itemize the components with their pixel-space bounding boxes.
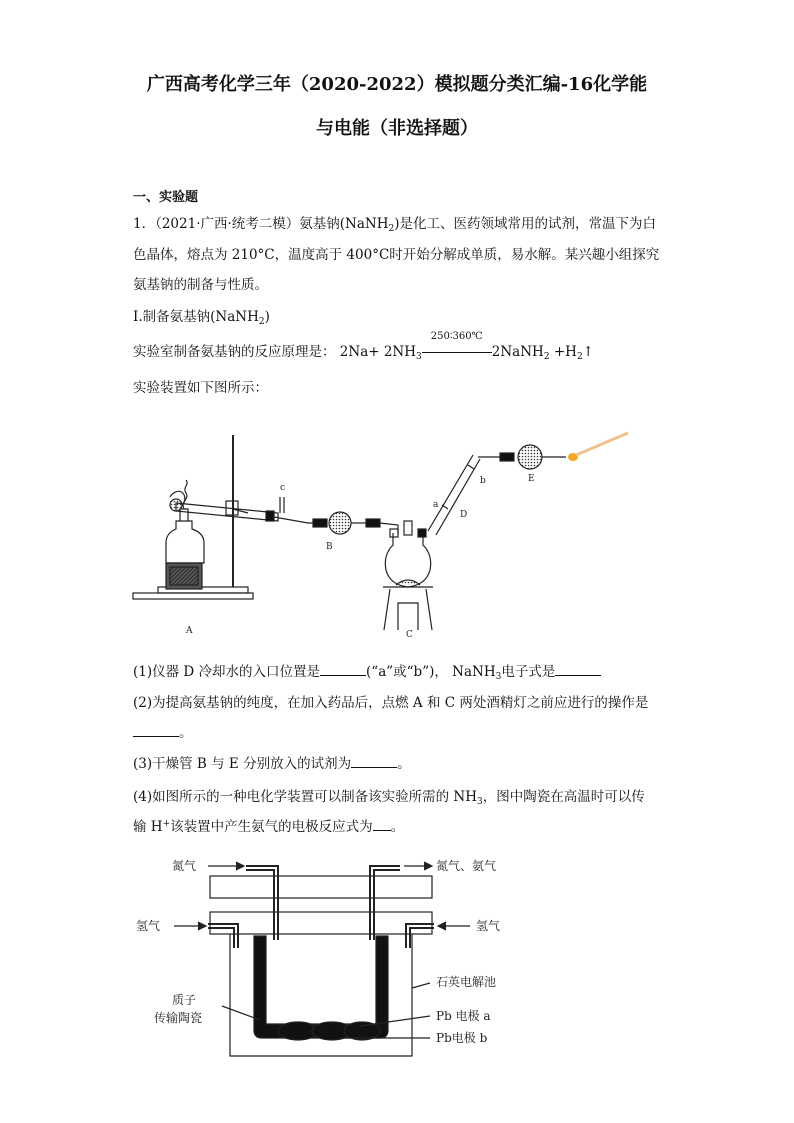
apparatus-diagram	[128, 425, 648, 645]
question-2-end: 。	[133, 721, 193, 741]
answer-blank-3	[133, 724, 179, 737]
label-ceramic-line-1: 质子	[172, 993, 197, 1007]
question-intro-line-3: 氨基钠的制备与性质。	[133, 277, 268, 293]
label-nitrogen-in: 氮气	[172, 859, 197, 873]
label-pb-electrode-b: Pb电极 b	[436, 1031, 488, 1045]
label-quartz-cell: 石英电解池	[436, 975, 497, 989]
label-hydrogen-right: 氢气	[476, 919, 501, 933]
electrolysis-cell-diagram	[130, 848, 530, 1063]
answer-blank-4	[351, 755, 397, 768]
label-a: a	[433, 500, 439, 510]
section-heading: 一、实验题	[133, 190, 199, 205]
label-E: E	[528, 474, 535, 484]
label-C: C	[406, 630, 413, 640]
page-title-line-2: 与电能（非选择题）	[316, 118, 478, 139]
label-b: b	[480, 476, 486, 486]
label-c: c	[280, 483, 286, 493]
label-hydrogen-left: 氢气	[136, 919, 161, 933]
part-heading: I.制备氨基钠(NaNH$_2$)	[133, 309, 270, 327]
answer-blank-1	[320, 663, 366, 676]
question-3-text: (3)干燥管 B 与 E 分别放入的试剂为 。	[133, 756, 411, 772]
question-4-line-1: (4)如图所示的一种电化学装置可以制备该实验所需的 $NH_3$，图中陶瓷在高温时可以传	[133, 789, 645, 807]
answer-blank-2	[555, 663, 601, 676]
question-2-text: (2)为提高氨基钠的纯度，在加入药品后，点燃 A 和 C 两处酒精灯之前应进行的操作是	[133, 695, 649, 711]
apparatus-intro: 实验装置如下图所示：	[133, 380, 268, 396]
label-ceramic-line-2: 传输陶瓷	[154, 1011, 203, 1025]
label-D: D	[460, 510, 468, 520]
question-intro-line-1: 1．（2021·广西·统考二模）氨基钠(NaNH$_2$)是化工、医药领域常用的试剂，常温下为白	[133, 216, 657, 234]
label-B: B	[326, 542, 333, 552]
label-A: A	[186, 626, 193, 636]
reaction-equation: 实验室制备氨基钠的反应原理是： $2Na+ 2NH_3$ 250∶360℃ 2NaNH$_2$ $+H_2↑$	[133, 331, 594, 362]
question-4-line-2: 输 H+该装置中产生氨气的电极反应式为 。	[133, 819, 405, 835]
question-intro-line-2: 色晶体，熔点为 210°C，温度高于 400°C时开始分解成单质，易水解。某兴趣小组探究	[133, 247, 660, 263]
page-title-line-1: 广西高考化学三年（2020-2022）模拟题分类汇编-16化学能	[146, 74, 648, 95]
answer-blank-5	[373, 818, 391, 831]
label-nitrogen-ammonia-out: 氮气、氨气	[436, 859, 497, 873]
label-pb-electrode-a: Pb 电极 a	[436, 1009, 491, 1023]
question-1-text: (1)仪器 D 冷却水的入口位置是 (“a”或“b”)， NaNH$_3$电子式是	[133, 660, 601, 682]
reaction-condition: 250∶360℃	[422, 344, 492, 360]
